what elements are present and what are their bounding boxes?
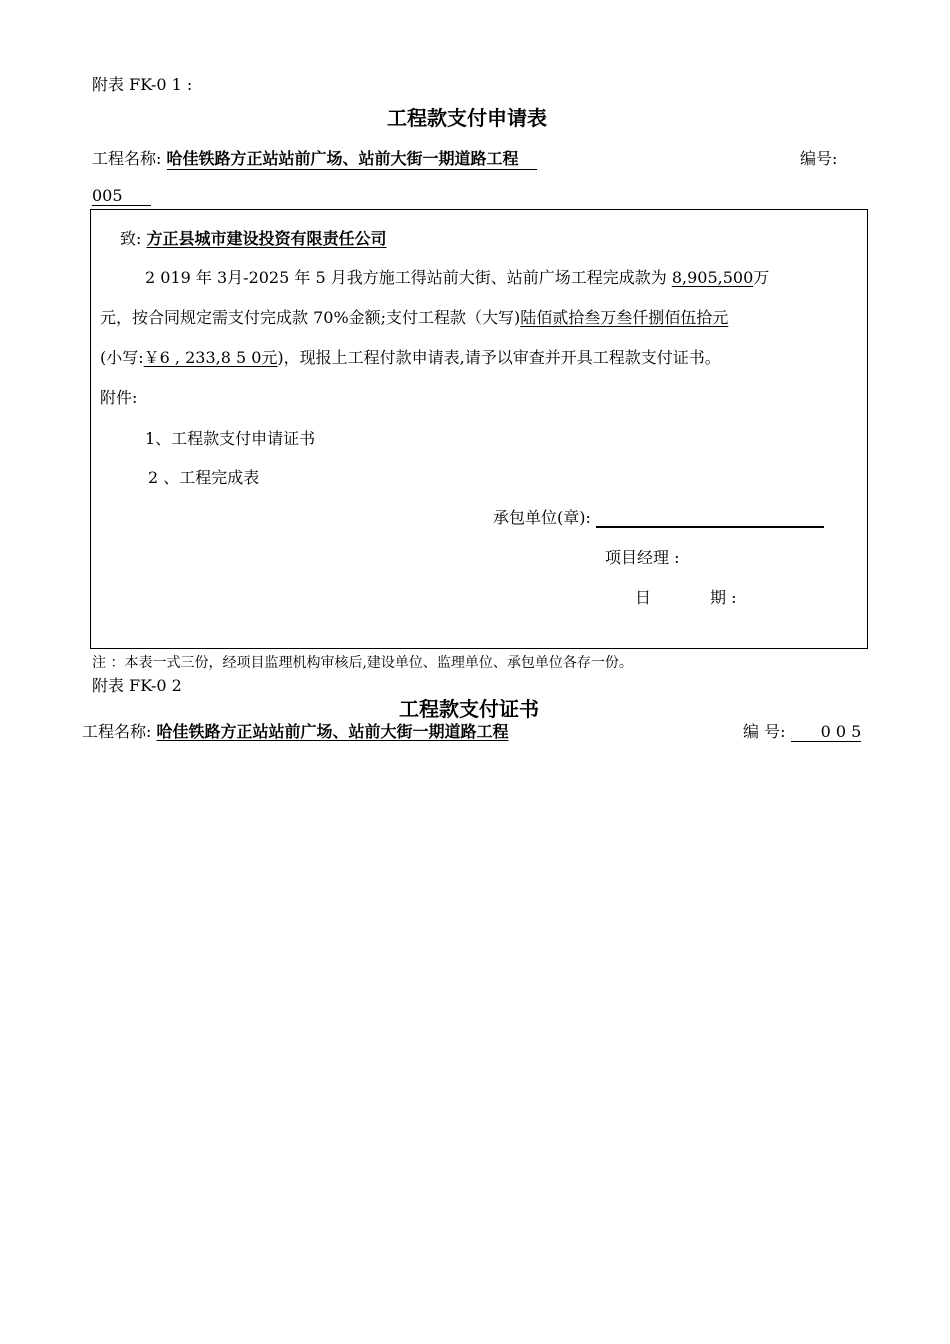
manager-label: 项目经理 : — [605, 548, 680, 567]
project-name-row — [92, 146, 537, 170]
certificate-project-name: 哈佳铁路方正站站前广场、站前大街一期道路工程 — [156, 722, 509, 741]
number-value-text: 005 — [92, 186, 151, 206]
body-line-3-suffix: )，现报上工程付款申请表,请予以审查并开具工程款支付证书。 — [277, 348, 721, 367]
body-line-2-text: 元，按合同规定需支付完成款 70%金额;支付工程款（大写) — [100, 308, 521, 327]
completed-amount: 8,905,500 — [671, 268, 754, 287]
certificate-project-label: 工程名称: — [82, 722, 152, 741]
page-title: 工程款支付申请表 — [387, 106, 547, 130]
attachment-label-fk01: 附表 FK-0 1 : — [92, 75, 193, 94]
amount-lowercase: ￥6 , 233,8 5 0元 — [143, 348, 278, 367]
number-label: 编号: — [800, 149, 838, 168]
body-line-1 — [145, 265, 769, 288]
project-label: 工程名称: — [92, 149, 162, 168]
body-line-1-text: 2 019 年 3月-2025 年 5 月我方施工得站前大街、站前广场工程完成款为 — [145, 268, 667, 287]
body-line-1-suffix: 万 — [753, 268, 770, 287]
contractor-row — [493, 505, 824, 528]
attachments-label: 附件: — [100, 388, 138, 407]
amount-uppercase: 陆佰贰拾叁万叁仟捌佰伍拾元 — [520, 308, 729, 327]
date-label-2: 期 : — [710, 588, 737, 607]
certificate-number-row — [743, 719, 861, 742]
certificate-project-row — [82, 719, 509, 742]
number-value — [92, 186, 151, 206]
certificate-number-value: 0 0 5 — [791, 722, 862, 742]
attachment-label-fk02: 附表 FK-0 2 — [92, 676, 182, 695]
body-line-2 — [100, 305, 728, 328]
contractor-label: 承包单位(章): — [493, 508, 591, 527]
certificate-number-label: 编 号: — [743, 722, 786, 741]
footnote: 注 ：本表一式三份，经项目监理机构审核后,建设单位、监理单位、承包单位各存一份。 — [92, 655, 633, 671]
attachment-item-2: 2 、工程完成表 — [148, 468, 260, 487]
project-name: 哈佳铁路方正站站前广场、站前大街一期道路工程 — [167, 146, 537, 170]
body-line-3-prefix: (小写: — [100, 348, 144, 367]
attachment-item-1: 1、工程款支付申请证书 — [145, 429, 316, 448]
recipient-company: 方正县城市建设投资有限责任公司 — [146, 229, 387, 248]
certificate-title: 工程款支付证书 — [399, 697, 539, 721]
body-line-3 — [100, 345, 721, 368]
date-label-1: 日 — [635, 588, 652, 607]
recipient-row — [120, 226, 387, 249]
contractor-signature-line — [596, 508, 824, 528]
to-label: 致: — [120, 229, 142, 248]
